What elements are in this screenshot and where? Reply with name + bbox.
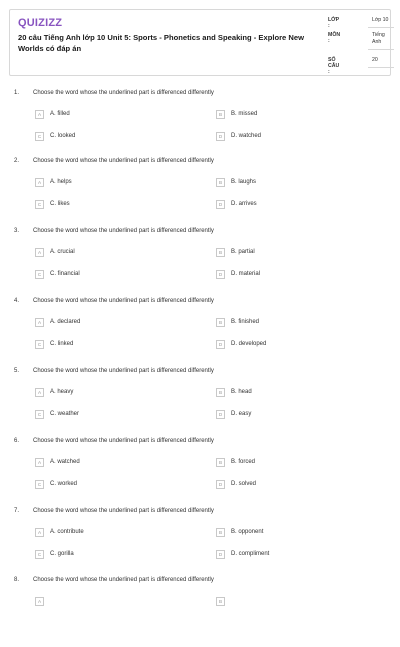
- subject-label: MÔN :: [328, 32, 341, 44]
- option-a-text: A. heavy: [50, 389, 74, 395]
- question-text: Choose the word whose the underlined part is differenced differently: [33, 158, 214, 164]
- option-a-box[interactable]: A: [35, 248, 44, 257]
- option-a-box[interactable]: A: [35, 388, 44, 397]
- question-3: [0, 228, 400, 298]
- option-b-box[interactable]: B: [216, 248, 225, 257]
- question-text: Choose the word whose the underlined part is differenced differently: [33, 438, 214, 444]
- option-b-text: B. forced: [231, 459, 256, 465]
- question-number: 6.: [14, 438, 20, 444]
- option-c-text: C. weather: [50, 411, 80, 417]
- option-a-text: A. contribute: [50, 529, 84, 535]
- option-d-box[interactable]: D: [216, 270, 225, 279]
- quizizz-logo: QUIZIZZ: [18, 17, 63, 29]
- option-c-text: C. financial: [50, 271, 80, 277]
- count-underline: [368, 67, 394, 68]
- option-d-text: D. developed: [231, 341, 267, 347]
- question-1: [0, 90, 400, 160]
- question-number: 8.: [14, 577, 20, 583]
- option-c-box[interactable]: C: [35, 550, 44, 559]
- option-a-text: A. crucial: [50, 249, 75, 255]
- option-c-text: C. likes: [50, 201, 70, 207]
- question-text: Choose the word whose the underlined part is differenced differently: [33, 577, 214, 583]
- option-d-text: D. watched: [231, 133, 262, 139]
- grade-underline: [368, 27, 394, 28]
- option-c-text: C. gorilla: [50, 551, 74, 557]
- question-4: [0, 298, 400, 368]
- option-a-box[interactable]: A: [35, 597, 44, 606]
- option-a-box[interactable]: A: [35, 318, 44, 327]
- question-2: [0, 158, 400, 228]
- option-a-text: A. filled: [50, 111, 70, 117]
- option-a-box[interactable]: A: [35, 528, 44, 537]
- option-a-text: A. helps: [50, 179, 72, 185]
- grade-label: LỚP :: [328, 17, 339, 29]
- question-text: Choose the word whose the underlined part is differenced differently: [33, 298, 214, 304]
- option-b-text: B. missed: [231, 111, 258, 117]
- option-b-text: B. finished: [231, 319, 260, 325]
- question-6: [0, 438, 400, 508]
- option-d-text: D. easy: [231, 411, 252, 417]
- option-c-text: C. looked: [50, 133, 76, 139]
- option-b-box[interactable]: B: [216, 597, 225, 606]
- option-d-box[interactable]: D: [216, 200, 225, 209]
- option-a-box[interactable]: A: [35, 110, 44, 119]
- question-text: Choose the word whose the underlined part is differenced differently: [33, 368, 214, 374]
- option-b-box[interactable]: B: [216, 388, 225, 397]
- option-d-text: D. material: [231, 271, 261, 277]
- option-b-text: B. partial: [231, 249, 255, 255]
- option-d-box[interactable]: D: [216, 132, 225, 141]
- option-c-box[interactable]: C: [35, 270, 44, 279]
- worksheet-title: 20 câu Tiếng Anh lớp 10 Unit 5: Sports - Phonetics and Speaking - Explore New Worlds có đáp án: [18, 33, 304, 53]
- option-b-text: B. laughs: [231, 179, 257, 185]
- subject-underline: [368, 49, 394, 50]
- question-7: [0, 508, 400, 578]
- option-c-box[interactable]: C: [35, 132, 44, 141]
- option-a-text: A. watched: [50, 459, 80, 465]
- subject-value: Tiếng Anh: [372, 32, 385, 45]
- worksheet-header: [9, 9, 391, 76]
- option-b-box[interactable]: B: [216, 458, 225, 467]
- option-b-box[interactable]: B: [216, 178, 225, 187]
- option-c-text: C. linked: [50, 341, 74, 347]
- question-number: 7.: [14, 508, 20, 514]
- question-8: [0, 577, 400, 647]
- question-text: Choose the word whose the underlined part is differenced differently: [33, 90, 214, 96]
- option-a-text: A. declared: [50, 319, 81, 325]
- question-5: [0, 368, 400, 438]
- option-b-text: B. opponent: [231, 529, 264, 535]
- option-d-box[interactable]: D: [216, 480, 225, 489]
- option-c-box[interactable]: C: [35, 410, 44, 419]
- option-b-box[interactable]: B: [216, 110, 225, 119]
- option-c-text: C. worked: [50, 481, 78, 487]
- option-d-box[interactable]: D: [216, 340, 225, 349]
- option-d-box[interactable]: D: [216, 410, 225, 419]
- question-number: 4.: [14, 298, 20, 304]
- question-number: 1.: [14, 90, 20, 96]
- option-b-box[interactable]: B: [216, 318, 225, 327]
- question-number: 2.: [14, 158, 20, 164]
- option-b-text: B. head: [231, 389, 252, 395]
- question-number: 5.: [14, 368, 20, 374]
- option-d-text: D. arrives: [231, 201, 257, 207]
- option-d-text: D. compliment: [231, 551, 270, 557]
- option-d-text: D. solved: [231, 481, 257, 487]
- option-a-box[interactable]: A: [35, 458, 44, 467]
- question-number: 3.: [14, 228, 20, 234]
- option-c-box[interactable]: C: [35, 200, 44, 209]
- option-c-box[interactable]: C: [35, 480, 44, 489]
- option-d-box[interactable]: D: [216, 550, 225, 559]
- grade-value: Lớp 10: [372, 17, 389, 23]
- count-label: SỐ CÂU :: [328, 57, 340, 75]
- count-value: 20: [372, 57, 378, 63]
- option-a-box[interactable]: A: [35, 178, 44, 187]
- option-c-box[interactable]: C: [35, 340, 44, 349]
- option-b-box[interactable]: B: [216, 528, 225, 537]
- question-text: Choose the word whose the underlined part is differenced differently: [33, 228, 214, 234]
- question-text: Choose the word whose the underlined part is differenced differently: [33, 508, 214, 514]
